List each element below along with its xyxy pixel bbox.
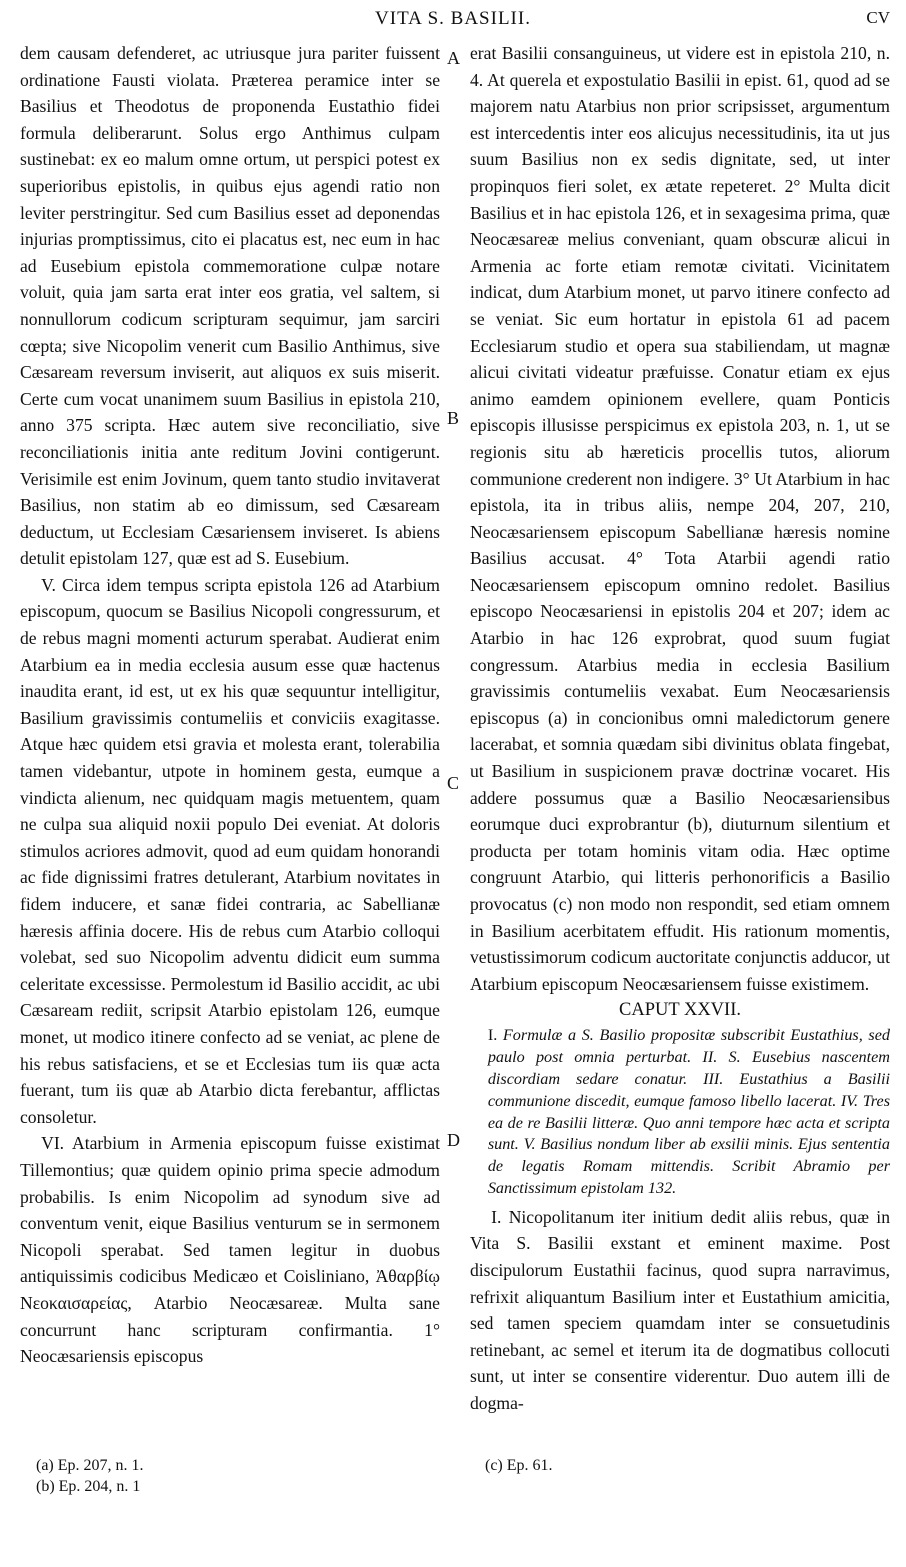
chapter-summary (470, 1025, 890, 1199)
paragraph: VI. Atarbium in Armenia episcopum fuisse existimat Tillemontius; quæ quidem opinio prima specie admodum probabilis. Is enim Nicopolim ad synodum sive ad conventum venit, eique Basilius venturum se in sermonem Nicopoli sperabat. Sed tamen legitur in duobus antiquissimis codicibus Medicæo et Coisliniano, Ἀθαρβίῳ Νεοκαισαρείας, Atarbio Neocæsareæ. Multa sane concurrunt hanc scripturam confirmantia. 1° Neocæsariensis episcopus (20, 1133, 440, 1367)
footnote: (a) Ep. 207, n. 1. (36, 1457, 144, 1474)
paragraph: V. Circa idem tempus scripta epistola 126 ad Atarbium episcopum, quocum se Basilius Nicopoli congressurum, et de rebus magni momenti acturum sperabat. Audierat enim Atarbium ea in media ecclesia ausum esse quæ hactenus inaudita erant, id est, ut ex his quæ sequuntur intelligitur, Basilium gravissimis contumeliis et conviciis exagitasse. Atque hæc quidem etsi gravia et molesta erant, tolerabilia tamen videbantur, utpote in hominem gesta, eumque a vindicta alienum, nec quidquam magis metuentem, quam ne culpa sua aliquid noxii populo Dei eveniat. At doloris stimulos acriores admovit, quod ad eum quidam honorandi ac fide dignissimi fratres detulerant, Atarbium novitates in fidem inducere, et sanæ fidei contraria, ac Sabellianæ hæresis affinia docere. His de rebus cum Atarbio colloqui volebat, sed suo Nicopolim adventu didicit eum summa celeritate excessisse. Permolestum id Basilio accidit, ac ubi Cæsaream rediit, scripsit Atarbio epistolam 126, eumque monet, ut modico itinere confecto ad se veniat, ac plene de his rebus satisfaciens, et se et Ecclesias tum iis quæ acta fuerant, tum iis quæ ab Atarbio dicta ferebantur, afflictas consoletur. (20, 574, 440, 1127)
margin-marker-c: C (447, 773, 460, 793)
summary-lead: I. (487, 1026, 498, 1045)
margin-marker-a: A (447, 48, 460, 68)
footnotes-left (36, 1455, 336, 1497)
chapter-title: CAPUT XXVII. (619, 1000, 741, 1021)
footnote: (b) Ep. 204, n. 1 (36, 1478, 141, 1495)
paragraph: erat Basilii consanguineus, ut videre est in epistola 210, n. 4. At querela et expostulatio Basilii in epist. 61, quod ad se majorem natu Atarbius non prior scripsisset, argumentum est intercedentis inter eos alicujus necessitudinis, ita ut jus suum Basilius non ex sedis dignitate, sed, ut inter propinquos fieri solet, ex ætate repeteret. 2° Multa dicit Basilius et in hac epistola 126, et in sexagesima prima, quæ Neocæsareæ melius conveniant, quam obscuræ alicui in Armenia ac forte etiam remotæ civitati. Vicinitatem indicat, dum Atarbium monet, ut parvo itinere confecto ad se veniat. Sic eum hortatur in epistola 61 ad pacem Ecclesiarum studio et opera sua stabiliendam, ut magnæ alicui civitati videatur præfuisse. Conatur etiam ex ejus animo eamdem opinionem evellere, quam Ponticis episcopis illusisse perspicimus ex epistola 203, n. 1, ut se regionis situ ab hæreticis procellis tutos, aliorum communione crederent non indigere. 3° Ut Atarbium in hac epistola, ita in tribus aliis, nempe 204, 207, 210, Neocæsariensem episcopum Sabellianæ hæresis nomine Basilius accusat. 4° Tota Atarbii agendi ratio Neocæsariensem episcopum omnino redolet. Basilius episcopo Neocæsariensi in epistolis 204 et 207; idem ac Atarbio in hac 126 exprobrat, quod suum fugiat congressum. Atarbius media in ecclesia Basilium gravissimis contumeliis vexabat. Eum Neocæsariensis episcopus (a) in concionibus omni maledictorum genere lacerabat, et somnia quædam sibi divinitus oblata fingebat, ut Basilium in suspicionem pravæ doctrinæ vocaret. His addere possumus quæ a Basilio Neocæsariensibus eorumque duci exprobrantur (b), diuturnum silentium et producta per totam hominis vitam odia. Hæc optime congruunt Atarbio, qui litteris perhonorificis a Basilio provocatus (c) non modo non respondit, sed etiam omnem in Basilium acerbitatem effudit. His rationum momentis, vetustissimorum codicum auctoritate conjunctis adducor, ut Atarbium episcopum Neocæsariensem fuisse existimem. (470, 43, 890, 994)
footnote: (c) Ep. 61. (485, 1457, 553, 1474)
summary-text: Formulæ a S. Basilio propositæ subscribit Eustathius, sed paulo post omnia perturbat. II. S. Eusebius nascentem discordiam sedare conatur. III. Eustathius a Basilii communione discedit, eumque famoso libello lacerat. IV. Tres ea de re Basilii litteræ. Quo anni tempore hæc acta et scripta sunt. V. Basilius nondum liber ab exsilii minis. Ejus sententia de legatis Romam mittendis. Scribit Abramio per Sanctissimum epistolam 132. (487, 1026, 891, 1197)
page-header (0, 8, 906, 36)
margin-marker-b: B (447, 408, 460, 428)
running-title: VITA S. BASILII. (375, 8, 531, 29)
paragraph: I. Nicopolitanum iter initium dedit aliis rebus, quæ in Vita S. Basilii exstant et eminent maxime. Post discipulorum Eustathii facinus, quod supra narravimus, refrixit aliquantum Basilium inter et Eustathium amicitia, sed tamen speciem quamdam inter se consuetudinis retinebant, ac semel et iterum ita de dogmatibus collocuti sunt, ut inter se consentire viderentur. Duo autem illi de dogma- (470, 1206, 890, 1413)
margin-marker-d: D (447, 1130, 460, 1150)
left-column (20, 40, 440, 1370)
right-column (470, 40, 890, 1417)
page-number: CV (866, 8, 890, 27)
paragraph: dem causam defenderet, ac utriusque jura pariter fuissent ordinatione Fausti violata. Præterea peramice inter se Basilius et Theodotus de proponenda Eustathio fidei formula deliberarunt. Solus ergo Anthimus culpam sustinebat: ex eo malum omne ortum, ut perspici potest ex superioribus epistolis, in quibus ejus agendi ratio non leviter perstringitur. Sed cum Basilius esset ad deponendas injurias promptissimus, cito ei placatus est, nec eum in hac ad Eusebium epistola commemoratione culpæ notare voluit, quia jam sarta erat inter eos gratia, vel saltem, si nonnullorum codicum scripturam sequimur, jam sarciri cœpta; sive Nicopolim venerit cum Basilio Anthimus, sive Cæsaream reversum inviserit, aut aliquos ex suis miserit. Certe cum vocat unanimem suum Basilius in epistola 210, anno 375 scripta. Hæc autem sive reconciliatio, sive reconciliationis initia ante reditum Jovini contigerunt. Verisimile est enim Jovinum, quem tanto studio invitaverat Basilius, non statim ab eo dimissum, sed Cæsaream deductum, ut Ecclesiam Cæsariensem inviseret. Is abiens detulit epistolam 127, quæ est ad S. Eusebium. (20, 43, 440, 569)
footnotes-right (485, 1455, 785, 1476)
